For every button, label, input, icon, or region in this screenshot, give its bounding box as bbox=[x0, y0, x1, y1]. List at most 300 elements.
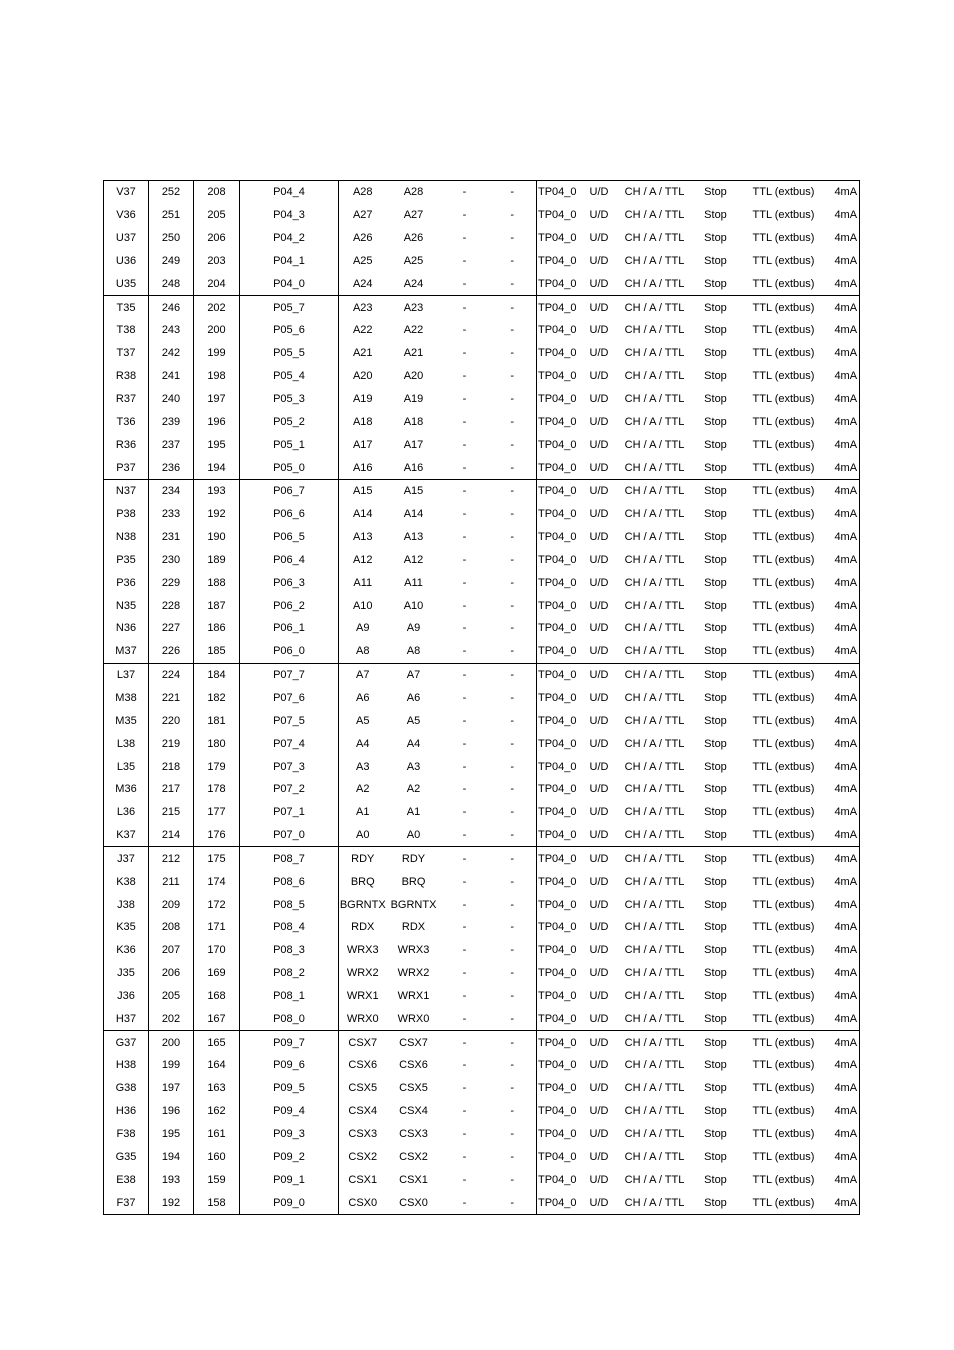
table-row bbox=[104, 410, 860, 433]
cell-pull: U/D bbox=[589, 1150, 609, 1163]
cell-func-4: - bbox=[489, 227, 537, 250]
cell-pull: U/D bbox=[589, 1082, 609, 1095]
cell-pull: U/D bbox=[589, 760, 609, 773]
cell-pin-b: 184 bbox=[194, 663, 240, 686]
cell-func-3: - bbox=[462, 691, 467, 704]
cell-func-2: A14 bbox=[403, 508, 424, 521]
table-row bbox=[104, 594, 860, 617]
cell-pin-a: 192 bbox=[149, 1191, 194, 1214]
cell-standby: Stop bbox=[704, 1082, 727, 1095]
cell-func-4: - bbox=[489, 663, 537, 686]
cell-func-3: - bbox=[462, 370, 467, 383]
cell-port: P07_0 bbox=[240, 824, 339, 847]
cell-func-4: - bbox=[489, 272, 537, 295]
cell-pull: U/D bbox=[589, 1036, 609, 1049]
cell-func-1: BGRNTX bbox=[339, 898, 386, 911]
cell-timer: TP04_0 bbox=[538, 485, 577, 498]
cell-drive: 4mA bbox=[833, 755, 860, 778]
cell-func-1: A12 bbox=[352, 553, 373, 566]
cell-pin-a: 207 bbox=[149, 939, 194, 962]
cell-standby: Stop bbox=[704, 852, 727, 865]
cell-pull: U/D bbox=[589, 186, 609, 199]
cell-standby: Stop bbox=[704, 967, 727, 980]
table-row bbox=[104, 296, 860, 319]
cell-standby: Stop bbox=[704, 415, 727, 428]
cell-func-1: A26 bbox=[352, 232, 373, 245]
cell-standby: Stop bbox=[704, 921, 727, 934]
table-row bbox=[104, 503, 860, 526]
cell-port: P06_5 bbox=[240, 526, 339, 549]
cell-pull: U/D bbox=[589, 852, 609, 865]
cell-pull: U/D bbox=[589, 622, 609, 635]
cell-func-3: - bbox=[462, 967, 467, 980]
cell-output-type: TTL (extbus) bbox=[752, 347, 815, 360]
cell-drive: 4mA bbox=[833, 1145, 860, 1168]
cell-func-1: A11 bbox=[353, 576, 373, 589]
cell-output-type: TTL (extbus) bbox=[752, 1036, 815, 1049]
cell-pin-b: 200 bbox=[194, 319, 240, 342]
cell-port: P06_7 bbox=[240, 479, 339, 502]
cell-func-2: A23 bbox=[403, 301, 424, 314]
cell-func-4: - bbox=[489, 1054, 537, 1077]
cell-pin-a: 230 bbox=[149, 549, 194, 572]
cell-drive: 4mA bbox=[833, 433, 860, 456]
cell-output-type: TTL (extbus) bbox=[752, 1082, 815, 1095]
cell-timer: TP04_0 bbox=[538, 438, 577, 451]
cell-timer: TP04_0 bbox=[538, 714, 577, 727]
cell-pull: U/D bbox=[586, 640, 613, 663]
cell-drive: 4mA bbox=[833, 778, 860, 801]
cell-drive: 4mA bbox=[833, 456, 860, 479]
cell-pin-a: 250 bbox=[149, 227, 194, 250]
cell-pull: U/D bbox=[589, 1128, 609, 1141]
cell-drive: 4mA bbox=[833, 319, 860, 342]
cell-output-type: TTL (extbus) bbox=[752, 1150, 815, 1163]
cell-pin-a: 215 bbox=[149, 801, 194, 824]
cell-output-type: TTL (extbus) bbox=[752, 415, 815, 428]
cell-func-3: - bbox=[441, 456, 489, 479]
cell-drive: 4mA bbox=[833, 342, 860, 365]
cell-drive: 4mA bbox=[833, 503, 860, 526]
cell-output-type: TTL (extbus) bbox=[752, 531, 815, 544]
cell-func-3: - bbox=[462, 737, 467, 750]
cell-timer: TP04_0 bbox=[538, 393, 577, 406]
cell-pin-a: 228 bbox=[149, 594, 194, 617]
cell-func-3: - bbox=[462, 415, 467, 428]
cell-func-4: - bbox=[489, 617, 537, 640]
cell-func-1: A9 bbox=[356, 622, 370, 635]
cell-drive: 4mA bbox=[833, 985, 860, 1008]
cell-ball: K38 bbox=[104, 870, 149, 893]
cell-func-3: - bbox=[441, 272, 489, 295]
cell-input-type: CH / A / TTL bbox=[624, 875, 685, 888]
cell-input-type: CH / A / TTL bbox=[624, 806, 685, 819]
cell-func-3: - bbox=[462, 1105, 467, 1118]
cell-pin-b: 189 bbox=[194, 549, 240, 572]
cell-port: P05_3 bbox=[240, 388, 339, 411]
cell-timer: TP04_0 bbox=[538, 1150, 577, 1163]
cell-standby: Stop bbox=[704, 232, 727, 245]
cell-drive: 4mA bbox=[833, 1054, 860, 1077]
cell-pin-a: 202 bbox=[149, 1007, 194, 1030]
cell-port: P08_3 bbox=[240, 939, 339, 962]
cell-output-type: TTL (extbus) bbox=[752, 438, 815, 451]
cell-input-type: CH / A / TTL bbox=[624, 393, 685, 406]
cell-pin-a: 193 bbox=[149, 1168, 194, 1191]
table-row bbox=[104, 204, 860, 227]
cell-ball: U35 bbox=[104, 272, 149, 295]
cell-func-4: - bbox=[489, 433, 537, 456]
cell-drive: 4mA bbox=[833, 1191, 860, 1214]
cell-port: P05_1 bbox=[240, 433, 339, 456]
cell-func-2: A19 bbox=[403, 393, 424, 406]
cell-pin-b: 185 bbox=[194, 640, 240, 663]
cell-func-2: A17 bbox=[403, 438, 424, 451]
cell-pull: U/D bbox=[589, 324, 609, 337]
cell-func-2: WRX3 bbox=[397, 944, 430, 957]
cell-pull: U/D bbox=[589, 232, 609, 245]
cell-pin-b: 204 bbox=[194, 272, 240, 295]
cell-ball: J35 bbox=[104, 962, 149, 985]
cell-func-1: A15 bbox=[352, 485, 373, 498]
cell-func-1: A7 bbox=[356, 669, 370, 682]
cell-func-1: A13 bbox=[352, 531, 373, 544]
cell-drive: 4mA bbox=[833, 1168, 860, 1191]
cell-standby: Stop bbox=[697, 824, 735, 847]
cell-standby: Stop bbox=[704, 438, 727, 451]
cell-port: P04_3 bbox=[240, 204, 339, 227]
cell-pull: U/D bbox=[586, 1007, 613, 1030]
cell-func-4: - bbox=[489, 1077, 537, 1100]
cell-output-type: TTL (extbus) bbox=[752, 232, 815, 245]
cell-input-type: CH / A / TTL bbox=[624, 438, 685, 451]
table-row bbox=[104, 227, 860, 250]
cell-timer: TP04_0 bbox=[538, 1105, 577, 1118]
cell-func-4: - bbox=[489, 456, 537, 479]
cell-ball: P37 bbox=[104, 456, 149, 479]
cell-func-3: - bbox=[462, 1082, 467, 1095]
cell-output-type: TTL (extbus) bbox=[735, 456, 833, 479]
cell-port: P08_2 bbox=[240, 962, 339, 985]
cell-func-4: - bbox=[489, 204, 537, 227]
cell-func-4: - bbox=[489, 181, 537, 204]
cell-pull: U/D bbox=[589, 599, 609, 612]
cell-func-4: - bbox=[489, 1123, 537, 1146]
cell-ball: V36 bbox=[104, 204, 149, 227]
cell-pin-b: 163 bbox=[194, 1077, 240, 1100]
cell-port: P06_3 bbox=[240, 571, 339, 594]
cell-func-2: BRQ bbox=[401, 875, 426, 888]
cell-func-3: - bbox=[462, 622, 467, 635]
table-row bbox=[104, 709, 860, 732]
cell-pin-a: 239 bbox=[149, 410, 194, 433]
cell-timer: TP04_0 bbox=[538, 989, 577, 1002]
cell-standby: Stop bbox=[704, 508, 727, 521]
cell-drive: 4mA bbox=[833, 870, 860, 893]
cell-pin-a: 234 bbox=[149, 479, 194, 502]
cell-input-type: CH / A / TTL bbox=[624, 669, 685, 682]
cell-input-type: CH / A / TTL bbox=[624, 1082, 685, 1095]
table-row bbox=[104, 755, 860, 778]
table-row bbox=[104, 319, 860, 342]
cell-timer: TP04_0 bbox=[537, 272, 586, 295]
cell-input-type: CH / A / TTL bbox=[624, 553, 685, 566]
cell-output-type: TTL (extbus) bbox=[735, 640, 833, 663]
cell-func-1: BRQ bbox=[350, 875, 375, 888]
cell-standby: Stop bbox=[704, 370, 727, 383]
cell-output-type: TTL (extbus) bbox=[752, 691, 815, 704]
cell-port: P07_3 bbox=[240, 755, 339, 778]
cell-func-2: A27 bbox=[403, 209, 424, 222]
cell-ball: M38 bbox=[104, 687, 149, 710]
cell-timer: TP04_0 bbox=[538, 576, 577, 589]
cell-func-1: A0 bbox=[339, 824, 387, 847]
cell-output-type: TTL (extbus) bbox=[735, 1007, 833, 1030]
cell-timer: TP04_0 bbox=[538, 691, 577, 704]
cell-func-3: - bbox=[462, 760, 467, 773]
cell-output-type: TTL (extbus) bbox=[752, 921, 815, 934]
cell-pin-b: 202 bbox=[194, 296, 240, 319]
cell-func-4: - bbox=[489, 755, 537, 778]
cell-func-4: - bbox=[489, 687, 537, 710]
cell-input-type: CH / A / TTL bbox=[624, 370, 685, 383]
cell-timer: TP04_0 bbox=[538, 553, 577, 566]
cell-pull: U/D bbox=[589, 415, 609, 428]
cell-func-2: CSX2 bbox=[399, 1150, 428, 1163]
cell-standby: Stop bbox=[704, 875, 727, 888]
cell-func-2: CSX6 bbox=[399, 1059, 428, 1072]
cell-ball: H37 bbox=[104, 1007, 149, 1030]
cell-ball: F38 bbox=[104, 1123, 149, 1146]
cell-func-4: - bbox=[489, 985, 537, 1008]
cell-pull: U/D bbox=[589, 301, 609, 314]
cell-input-type: CH / A / TTL bbox=[624, 1128, 685, 1141]
cell-func-3: - bbox=[462, 783, 467, 796]
cell-pin-a: 251 bbox=[149, 204, 194, 227]
cell-pin-a: 220 bbox=[149, 709, 194, 732]
cell-drive: 4mA bbox=[833, 732, 860, 755]
cell-pull: U/D bbox=[589, 714, 609, 727]
cell-timer: TP04_0 bbox=[538, 875, 577, 888]
cell-func-4: - bbox=[489, 1007, 537, 1030]
cell-timer: TP04_0 bbox=[538, 737, 577, 750]
cell-func-2: A24 bbox=[387, 272, 441, 295]
table-row bbox=[104, 1191, 860, 1214]
table-row bbox=[104, 526, 860, 549]
cell-input-type: CH / A / TTL bbox=[624, 301, 685, 314]
cell-drive: 4mA bbox=[833, 479, 860, 502]
cell-func-3: - bbox=[441, 824, 489, 847]
cell-timer: TP04_0 bbox=[538, 944, 577, 957]
cell-pin-b: 164 bbox=[194, 1054, 240, 1077]
cell-pin-b: 162 bbox=[194, 1100, 240, 1123]
cell-drive: 4mA bbox=[833, 893, 860, 916]
cell-pull: U/D bbox=[589, 485, 609, 498]
cell-timer: TP04_0 bbox=[538, 347, 577, 360]
cell-ball: G37 bbox=[104, 1031, 149, 1054]
cell-drive: 4mA bbox=[833, 824, 860, 847]
cell-func-1: CSX5 bbox=[348, 1082, 378, 1095]
cell-port: P07_2 bbox=[240, 778, 339, 801]
cell-func-1: A6 bbox=[356, 691, 370, 704]
cell-port: P05_6 bbox=[240, 319, 339, 342]
cell-drive: 4mA bbox=[833, 250, 860, 273]
cell-timer: TP04_0 bbox=[538, 783, 577, 796]
cell-standby: Stop bbox=[704, 485, 727, 498]
cell-timer: TP04_0 bbox=[538, 806, 577, 819]
cell-ball: J36 bbox=[104, 985, 149, 1008]
cell-input-type: CH / A / TTL bbox=[624, 737, 685, 750]
cell-func-3: - bbox=[462, 669, 467, 682]
table-row bbox=[104, 1031, 860, 1054]
cell-pin-b: 180 bbox=[194, 732, 240, 755]
cell-pin-b: 176 bbox=[194, 824, 240, 847]
cell-drive: 4mA bbox=[833, 640, 860, 663]
cell-func-2: A26 bbox=[403, 232, 424, 245]
cell-pin-b: 161 bbox=[194, 1123, 240, 1146]
cell-output-type: TTL (extbus) bbox=[735, 1191, 833, 1214]
cell-func-1: A18 bbox=[352, 415, 373, 428]
cell-func-1: A19 bbox=[352, 393, 373, 406]
cell-pin-a: 236 bbox=[149, 456, 194, 479]
cell-pull: U/D bbox=[589, 347, 609, 360]
cell-func-2: RDX bbox=[401, 921, 426, 934]
cell-pull: U/D bbox=[589, 254, 609, 267]
cell-ball: K36 bbox=[104, 939, 149, 962]
cell-input-type: CH / A / TTL bbox=[613, 1191, 697, 1214]
cell-func-1: CSX6 bbox=[348, 1059, 378, 1072]
cell-input-type: CH / A / TTL bbox=[624, 324, 685, 337]
cell-standby: Stop bbox=[704, 599, 727, 612]
cell-drive: 4mA bbox=[833, 1007, 860, 1030]
cell-func-3: - bbox=[462, 898, 467, 911]
cell-timer: TP04_0 bbox=[538, 186, 577, 199]
cell-drive: 4mA bbox=[833, 617, 860, 640]
cell-func-4: - bbox=[489, 410, 537, 433]
cell-standby: Stop bbox=[704, 1036, 727, 1049]
cell-func-2: BGRNTX bbox=[390, 898, 437, 911]
cell-standby: Stop bbox=[704, 186, 727, 199]
cell-drive: 4mA bbox=[833, 526, 860, 549]
cell-pin-b: 208 bbox=[194, 181, 240, 204]
cell-func-3: - bbox=[462, 347, 467, 360]
cell-ball: R38 bbox=[104, 365, 149, 388]
cell-standby: Stop bbox=[704, 737, 727, 750]
cell-pin-b: 206 bbox=[194, 227, 240, 250]
cell-func-4: - bbox=[489, 1031, 537, 1054]
cell-func-4: - bbox=[489, 319, 537, 342]
cell-func-1: A4 bbox=[356, 737, 370, 750]
cell-input-type: CH / A / TTL bbox=[624, 967, 685, 980]
cell-output-type: TTL (extbus) bbox=[752, 669, 815, 682]
cell-timer: TP04_0 bbox=[538, 852, 577, 865]
cell-output-type: TTL (extbus) bbox=[752, 714, 815, 727]
table-row bbox=[104, 962, 860, 985]
cell-port: P08_7 bbox=[240, 847, 339, 870]
cell-func-2: A5 bbox=[406, 714, 421, 727]
cell-func-4: - bbox=[489, 365, 537, 388]
cell-output-type: TTL (extbus) bbox=[752, 209, 815, 222]
cell-func-4: - bbox=[489, 893, 537, 916]
cell-drive: 4mA bbox=[833, 204, 860, 227]
cell-pull: U/D bbox=[586, 824, 613, 847]
cell-drive: 4mA bbox=[833, 1123, 860, 1146]
cell-func-1: A16 bbox=[339, 456, 387, 479]
cell-func-2: A1 bbox=[406, 806, 421, 819]
cell-drive: 4mA bbox=[833, 916, 860, 939]
cell-func-3: - bbox=[462, 393, 467, 406]
cell-func-2: WRX0 bbox=[387, 1007, 441, 1030]
cell-pull: U/D bbox=[589, 553, 609, 566]
cell-output-type: TTL (extbus) bbox=[752, 852, 815, 865]
cell-func-4: - bbox=[489, 1100, 537, 1123]
cell-func-2: CSX1 bbox=[399, 1173, 428, 1186]
cell-output-type: TTL (extbus) bbox=[752, 576, 815, 589]
cell-output-type: TTL (extbus) bbox=[752, 622, 815, 635]
cell-func-2: A2 bbox=[406, 783, 421, 796]
cell-ball: L35 bbox=[104, 755, 149, 778]
cell-port: P08_6 bbox=[240, 870, 339, 893]
cell-timer: TP04_0 bbox=[538, 669, 577, 682]
table-row bbox=[104, 640, 860, 663]
cell-port: P09_3 bbox=[240, 1123, 339, 1146]
cell-func-3: - bbox=[441, 640, 489, 663]
cell-timer: TP04_0 bbox=[538, 1173, 577, 1186]
cell-port: P06_1 bbox=[240, 617, 339, 640]
cell-pull: U/D bbox=[586, 272, 613, 295]
cell-func-1: A14 bbox=[352, 508, 373, 521]
pin-assignment-table bbox=[103, 180, 860, 1215]
cell-func-4: - bbox=[489, 479, 537, 502]
cell-func-1: CSX7 bbox=[348, 1036, 378, 1049]
cell-func-3: - bbox=[462, 232, 467, 245]
table-row bbox=[104, 365, 860, 388]
cell-port: P08_5 bbox=[240, 893, 339, 916]
table-row bbox=[104, 617, 860, 640]
cell-pin-a: 219 bbox=[149, 732, 194, 755]
cell-input-type: CH / A / TTL bbox=[624, 714, 685, 727]
cell-pull: U/D bbox=[589, 898, 609, 911]
table-row bbox=[104, 847, 860, 870]
table-row bbox=[104, 456, 860, 479]
cell-func-2: A8 bbox=[387, 640, 441, 663]
cell-port: P06_0 bbox=[240, 640, 339, 663]
cell-output-type: TTL (extbus) bbox=[752, 1105, 815, 1118]
cell-func-2: A18 bbox=[403, 415, 424, 428]
cell-port: P06_6 bbox=[240, 503, 339, 526]
cell-pin-a: 227 bbox=[149, 617, 194, 640]
cell-func-1: CSX0 bbox=[339, 1191, 387, 1214]
cell-port: P09_7 bbox=[240, 1031, 339, 1054]
cell-func-3: - bbox=[462, 1173, 467, 1186]
cell-pin-a: 231 bbox=[149, 526, 194, 549]
cell-func-3: - bbox=[462, 989, 467, 1002]
cell-func-3: - bbox=[462, 553, 467, 566]
cell-port: P09_1 bbox=[240, 1168, 339, 1191]
cell-timer: TP04_0 bbox=[537, 640, 586, 663]
cell-ball: L36 bbox=[104, 801, 149, 824]
cell-input-type: CH / A / TTL bbox=[624, 576, 685, 589]
cell-pin-a: 212 bbox=[149, 847, 194, 870]
cell-pin-b: 186 bbox=[194, 617, 240, 640]
cell-standby: Stop bbox=[704, 1150, 727, 1163]
cell-port: P05_0 bbox=[240, 456, 339, 479]
cell-func-3: - bbox=[462, 254, 467, 267]
cell-standby: Stop bbox=[704, 1105, 727, 1118]
table-row bbox=[104, 985, 860, 1008]
cell-func-2: A11 bbox=[404, 576, 423, 589]
cell-output-type: TTL (extbus) bbox=[752, 393, 815, 406]
